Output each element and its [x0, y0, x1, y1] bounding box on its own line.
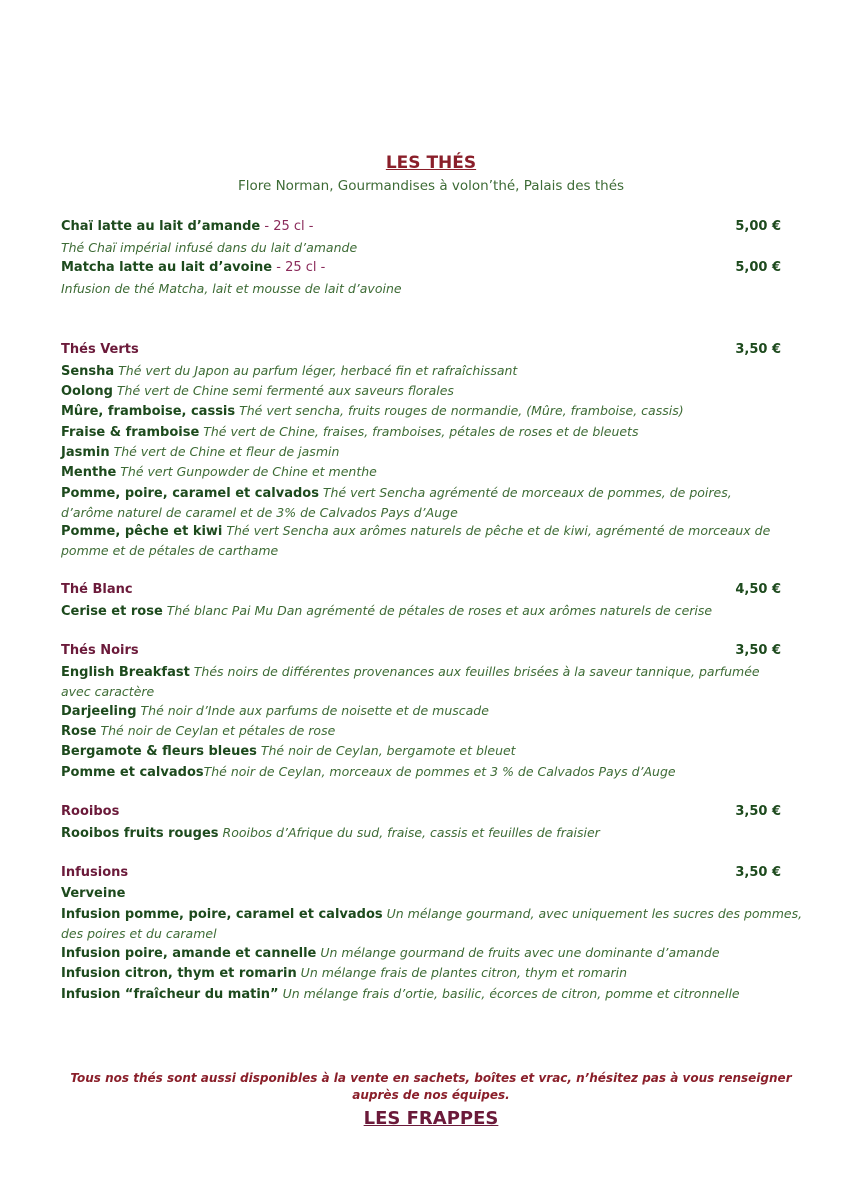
- item-description: Thé Chaï impérial infusé dans du lait d’amande: [61, 240, 358, 255]
- item-description: Un mélange gourmand, avec uniquement les sucres des pommes, des poires et du caramel: [61, 906, 803, 941]
- menu-item: [61, 442, 781, 462]
- item-name: Oolong: [61, 384, 113, 399]
- item-price: 5,00 €: [735, 260, 781, 275]
- item-name: Rose: [61, 724, 97, 739]
- section-price: 3,50 €: [735, 342, 781, 357]
- item-name: Infusion citron, thym et romarin: [61, 966, 297, 981]
- item-name: Sensha: [61, 364, 115, 379]
- item-description: Un mélange gourmand de fruits avec une dominante d’amande: [316, 945, 720, 960]
- menu-item: [61, 483, 781, 523]
- menu-item: [61, 943, 781, 963]
- section-header-rooibos: [61, 802, 781, 821]
- item-description: Thé vert de Chine semi fermenté aux saveurs florales: [112, 383, 454, 398]
- footer-title: LES FRAPPES: [363, 1108, 499, 1129]
- section-header-verts: [61, 340, 781, 359]
- item-name: English Breakfast: [61, 665, 190, 680]
- section-header-infusions: [61, 863, 781, 882]
- menu-item: [61, 422, 781, 442]
- item-name: Darjeeling: [61, 704, 137, 719]
- menu-item: [61, 381, 781, 401]
- item-description: Infusion de thé Matcha, lait et mousse de lait d’avoine: [61, 281, 402, 296]
- section-price: 4,50 €: [735, 582, 781, 597]
- page-subtitle: Flore Norman, Gourmandises à volon’thé, Palais des thés: [237, 178, 625, 194]
- section-title: Thé Blanc: [61, 582, 133, 597]
- item-name: Cerise et rose: [61, 604, 163, 619]
- item-name: Jasmin: [61, 445, 110, 460]
- item-description: Thé noir de Ceylan, morceaux de pommes et 3 % de Calvados Pays d’Auge: [203, 764, 676, 779]
- item-name: Fraise & framboise: [61, 425, 200, 440]
- item-volume: - 25 cl -: [272, 260, 326, 275]
- item-name: Pomme et calvados: [61, 765, 204, 780]
- section-title: Thés Verts: [61, 342, 139, 357]
- item-description: Thé noir de Ceylan, bergamote et bleuet: [256, 743, 516, 758]
- section-price: 3,50 €: [735, 643, 781, 658]
- item-name: Mûre, framboise, cassis: [61, 404, 236, 419]
- section-title: Rooibos: [61, 804, 120, 819]
- item-name: Chaï latte au lait d’amande: [61, 219, 261, 234]
- menu-item: [61, 963, 781, 983]
- item-name: Infusion poire, amande et cannelle: [61, 946, 317, 961]
- item-description: Thé noir d’Inde aux parfums de noisette et de muscade: [136, 703, 489, 718]
- menu-item: [61, 741, 781, 761]
- item-description: Thé noir de Ceylan et pétales de rose: [96, 723, 336, 738]
- item-name: Infusion “fraîcheur du matin”: [61, 987, 279, 1002]
- menu-item-matcha-latte: [61, 258, 781, 277]
- section-price: 3,50 €: [735, 865, 781, 880]
- menu-item: [61, 401, 781, 421]
- menu-item-chai-latte: [61, 217, 781, 236]
- item-name: Pomme, poire, caramel et calvados: [61, 486, 319, 501]
- item-name: Rooibos fruits rouges: [61, 826, 219, 841]
- item-name: Matcha latte au lait d’avoine: [61, 260, 273, 275]
- page-title: LES THÉS: [385, 153, 477, 173]
- menu-item: [61, 883, 781, 903]
- item-description: Thés noirs de différentes provenances aux feuilles brisées à la saveur tannique, parfumée avec caractère: [61, 664, 760, 699]
- section-header-noirs: [61, 641, 781, 660]
- footer-note: Tous nos thés sont aussi disponibles à la vente en sachets, boîtes et vrac, n’hésitez pas à vous renseigner auprès de nos équipes.: [70, 1071, 792, 1102]
- item-description: Thé vert de Chine et fleur de jasmin: [109, 444, 340, 459]
- item-volume: - 25 cl -: [260, 219, 314, 234]
- menu-item: [61, 721, 781, 741]
- menu-item: [61, 904, 803, 944]
- item-name: Menthe: [61, 465, 117, 480]
- menu-item: [61, 361, 781, 381]
- item-name: Bergamote & fleurs bleues: [61, 744, 257, 759]
- menu-item: [61, 462, 781, 482]
- menu-item: [61, 984, 803, 1004]
- section-price: 3,50 €: [735, 804, 781, 819]
- item-name: Infusion pomme, poire, caramel et calvados: [61, 907, 383, 922]
- item-description: Un mélange frais de plantes citron, thym et romarin: [296, 965, 628, 980]
- menu-item: [61, 762, 781, 782]
- item-description: Un mélange frais d’ortie, basilic, écorces de citron, pomme et citronnelle: [278, 986, 740, 1001]
- section-title: Thés Noirs: [61, 643, 139, 658]
- item-name: Verveine: [61, 886, 126, 901]
- item-description: Thé vert Sencha agrémenté de morceaux de pommes, de poires, d’arôme naturel de caramel et de 3% de Calvados Pays d’Auge: [61, 485, 732, 520]
- item-description: Rooibos d’Afrique du sud, fraise, cassis et feuilles de fraisier: [218, 825, 600, 840]
- menu-item: [61, 823, 781, 843]
- item-description: Thé vert Sencha aux arômes naturels de pêche et de kiwi, agrémenté de morceaux de pomme et de pétales de carthame: [61, 523, 771, 558]
- menu-item: [61, 662, 781, 702]
- item-description: Thé vert du Japon au parfum léger, herbacé fin et rafraîchissant: [114, 363, 518, 378]
- item-description: Thé vert de Chine, fraises, framboises, pétales de roses et de bleuets: [199, 424, 639, 439]
- section-title: Infusions: [61, 865, 129, 880]
- item-description: Thé vert Gunpowder de Chine et menthe: [116, 464, 377, 479]
- section-header-blanc: [61, 580, 781, 599]
- menu-item: [61, 701, 781, 721]
- menu-item: [61, 601, 781, 621]
- menu-item: [61, 521, 781, 561]
- item-description: Thé vert sencha, fruits rouges de normandie, (Mûre, framboise, cassis): [235, 403, 684, 418]
- item-name: Pomme, pêche et kiwi: [61, 524, 223, 539]
- item-description: Thé blanc Pai Mu Dan agrémenté de pétales de roses et aux arômes naturels de cerise: [162, 603, 713, 618]
- item-price: 5,00 €: [735, 219, 781, 234]
